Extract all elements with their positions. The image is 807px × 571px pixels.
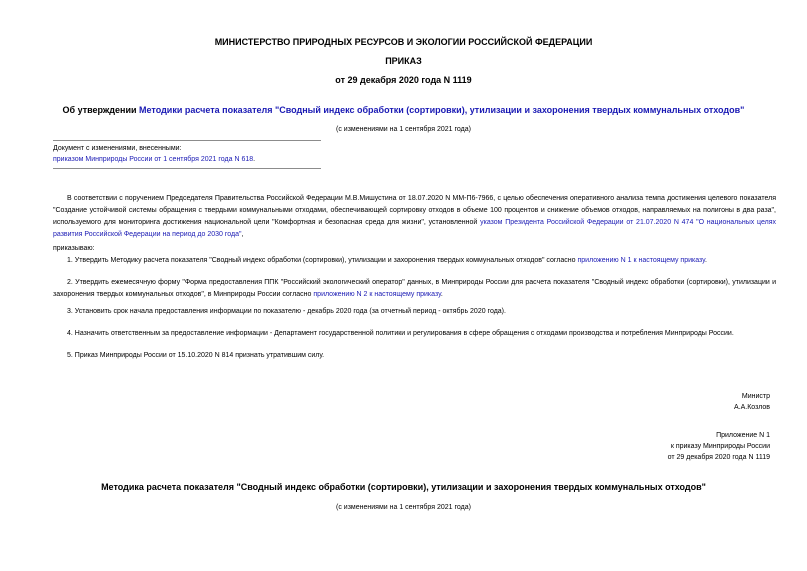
changes-link-suffix: . xyxy=(253,156,256,163)
appendix-line-1: Приложение N 1 xyxy=(716,432,770,439)
order-item-4: 4. Назначить ответственным за предоставление информации - Департамент государственной политики и регулирования в сфере обращения с отходами производства и потребления Минприроды России. xyxy=(67,330,734,337)
amendment-note: (с изменениями на 1 сентября 2021 года) xyxy=(336,126,471,133)
appendix-2-link[interactable]: приложению N 2 к настоящему приказу xyxy=(313,291,441,298)
preamble-text: В соответствии с поручением Председателя Правительства Российской Федерации М.В.Мишустина от 18.07.2020 N ММ-П6-7966, с целью обеспечения оперативного анализа темпа достижения целевого показателя "Создание устойчивой системы обращения с твердыми коммунальными отходами, обеспечивающей сортировку отходов в объеме 100 процентов и снижение объемов отходов, направляемых на полигоны в два раза", используемого для мониторинга достижения национальной цели "Комфортная и безопасная среда для жизни", установленной xyxy=(53,195,776,226)
order-item-text: 1. Утвердить Методику расчета показателя "Сводный индекс обработки (сортировки), утилизации и захоронения твердых коммунальных отходов" согласно xyxy=(67,257,578,264)
changes-line xyxy=(53,154,343,165)
appendix-amendment-note: (с изменениями на 1 сентября 2021 года) xyxy=(336,504,471,511)
methodology-title-link[interactable]: Методики расчета показателя "Сводный индекс обработки (сортировки), утилизации и захоронения твердых коммунальных отходов" xyxy=(139,105,745,115)
amending-order-link[interactable]: приказом Минприроды России от 1 сентября 2021 года N 618 xyxy=(53,156,254,163)
changes-bottom-divider xyxy=(53,168,321,169)
appendix-1-link[interactable]: приложению N 1 к настоящему приказу xyxy=(577,257,705,264)
doc-type-heading: ПРИКАЗ xyxy=(385,56,422,66)
doc-title-prefix: Об утверждении xyxy=(62,105,140,115)
doc-date-number: от 29 декабря 2020 года N 1119 xyxy=(335,75,472,85)
order-item-3: 3. Установить срок начала предоставления информации по показателю - декабрь 2020 года (за отчетный период - октябрь 2020 года). xyxy=(67,308,506,315)
signature-name: А.А.Козлов xyxy=(733,404,770,411)
presidential-decree-link[interactable]: указом Президента Российской Федерации от 21.07.2020 N 474 "О национальных целях развития Российской Федерации на период до 2030 года" xyxy=(53,219,776,238)
appendix-line-2: к приказу Минприроды России xyxy=(670,443,770,450)
appendix-title: Методика расчета показателя "Сводный индекс обработки (сортировки), утилизации и захоронения твердых коммунальных отходов" xyxy=(101,482,706,492)
order-item-5: 5. Приказ Минприроды России от 15.10.2020 N 814 признать утратившим силу. xyxy=(67,352,325,359)
order-item-suffix: . xyxy=(440,291,443,298)
appendix-line-3: от 29 декабря 2020 года N 1119 xyxy=(667,454,770,461)
doc-title xyxy=(0,105,807,115)
order-item-2 xyxy=(53,277,776,301)
order-item-text: 2. Утвердить ежемесячную форму "Форма предоставления ППК "Российский экологический оператор" данных, в Минприроды России для расчета показателя "Сводный индекс обработки (сортировки), утилизации и захоронения твердых коммунальных отходов", в Минприроды России согласно xyxy=(53,279,776,298)
preamble-paragraph xyxy=(53,193,776,241)
order-item-1 xyxy=(53,255,776,267)
order-item-suffix: . xyxy=(704,257,707,264)
changes-top-divider xyxy=(53,140,321,141)
orders-word: приказываю: xyxy=(53,245,95,252)
changes-label: Документ с изменениями, внесенными: xyxy=(53,145,182,152)
ministry-heading: МИНИСТЕРСТВО ПРИРОДНЫХ РЕСУРСОВ И ЭКОЛОГИИ РОССИЙСКОЙ ФЕДЕРАЦИИ xyxy=(214,37,593,47)
signature-position: Министр xyxy=(741,393,770,400)
preamble-suffix: , xyxy=(241,231,244,238)
